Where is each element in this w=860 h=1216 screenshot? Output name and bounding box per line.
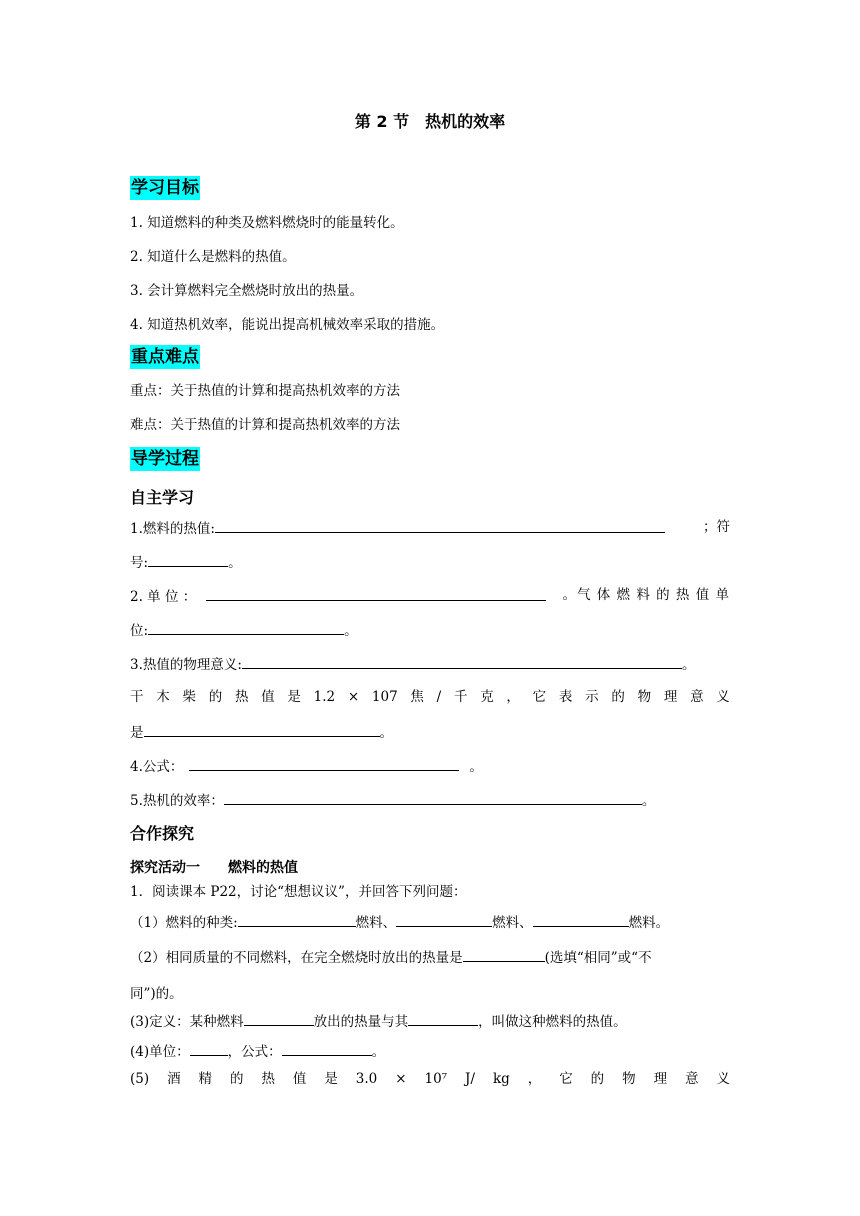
- word-token: 理: [663, 689, 678, 705]
- word-token: 的: [208, 689, 223, 705]
- question-4: [130, 755, 730, 777]
- answer-blank[interactable]: [148, 619, 344, 635]
- question-3-cont-label: 是: [130, 725, 144, 741]
- activity-heading: 探究活动一 燃料的热值: [130, 860, 298, 876]
- question-2: [130, 585, 730, 607]
- word-token: (5): [130, 1071, 150, 1087]
- word-token: 3.0: [355, 1071, 378, 1087]
- period: 。: [681, 657, 696, 673]
- subheading-self-study: 自主学习: [130, 488, 195, 507]
- word-token: 焦: [410, 689, 424, 705]
- label: (3)定义：某种燃料: [130, 1014, 244, 1030]
- question-2-cont: [130, 619, 730, 641]
- period: 。: [469, 759, 483, 775]
- word-token: ，: [527, 1071, 542, 1087]
- word-token: 它: [559, 1071, 573, 1087]
- question-1: [130, 517, 730, 539]
- period: 。: [344, 623, 358, 639]
- goal-item: 3. 会计算燃料完全燃烧时放出的热量。: [130, 283, 364, 299]
- answer-blank[interactable]: [206, 585, 546, 601]
- answer-blank[interactable]: [224, 789, 642, 805]
- answer-blank[interactable]: [463, 946, 545, 962]
- answer-blank[interactable]: [190, 1040, 228, 1056]
- coop-question-1-4: [130, 1040, 730, 1062]
- word-token: 木: [156, 689, 170, 705]
- label: （2）相同质量的不同燃料，在完全燃烧时放出的热量是: [130, 950, 463, 966]
- answer-blank[interactable]: [148, 551, 228, 567]
- answer-blank[interactable]: [215, 517, 665, 533]
- question-3: [130, 653, 730, 675]
- page-title: 第 2 节 热机的效率: [354, 112, 506, 131]
- label: 燃料、: [492, 915, 533, 931]
- answer-blank[interactable]: [408, 1010, 478, 1026]
- answer-blank[interactable]: [242, 653, 682, 669]
- word-token: 表: [558, 689, 573, 705]
- question-2-unit-label: 位:: [130, 623, 149, 639]
- coop-question-1-2-cont: 同”)的。: [130, 986, 183, 1002]
- word-token: 干: [130, 689, 144, 705]
- word-token: ×: [347, 689, 360, 705]
- word-token: 它: [532, 689, 547, 705]
- word-token: 是: [287, 689, 301, 705]
- word-token: 是: [324, 1071, 338, 1087]
- word-token: 克: [480, 689, 494, 705]
- period: 。: [228, 555, 242, 571]
- section-heading-keypoints: 重点难点: [131, 347, 199, 367]
- word-token: 热: [234, 689, 249, 705]
- question-1-symbol-label: 号:: [130, 555, 149, 571]
- word-token: 的: [229, 1071, 244, 1087]
- word-token: 的: [590, 1071, 605, 1087]
- label: 燃料。: [628, 915, 670, 931]
- period: 。: [379, 725, 393, 741]
- label: 燃料、: [355, 915, 397, 931]
- word-token: 物: [637, 689, 652, 705]
- period: 。: [641, 793, 656, 809]
- answer-blank[interactable]: [396, 911, 492, 927]
- label: (选填“相同”或“不: [544, 950, 652, 966]
- word-token: kg: [492, 1071, 510, 1087]
- word-token: 1.2: [313, 689, 336, 705]
- question-1-tail: ；符: [703, 519, 730, 535]
- word-token: 107: [371, 689, 398, 705]
- question-1-label: 1.燃料的热值:: [130, 521, 215, 537]
- word-token: ，: [506, 689, 520, 705]
- word-token: 理: [653, 1071, 668, 1087]
- word-token: 精: [198, 1071, 213, 1087]
- word-token: /: [436, 689, 442, 705]
- answer-blank[interactable]: [189, 755, 459, 771]
- label: 放出的热量与其: [313, 1014, 409, 1030]
- word-token: ×: [395, 1071, 407, 1087]
- label: (4)单位：: [130, 1044, 190, 1060]
- keypoint-item: 重点：关于热值的计算和提高热机效率的方法: [130, 383, 400, 399]
- question-3-label: 3.热值的物理意义:: [130, 657, 242, 673]
- label: ，公式：: [227, 1044, 282, 1060]
- goal-item: 1. 知道燃料的种类及燃料燃烧时的能量转化。: [130, 215, 404, 231]
- word-token: 值: [261, 689, 275, 705]
- keypoint-item: 难点：关于热值的计算和提高热机效率的方法: [130, 417, 400, 433]
- section-heading-goals: 学习目标: [131, 178, 199, 198]
- word-token: 值: [292, 1071, 307, 1087]
- question-2-tail: 。气 体 燃 料 的 热 值 单: [562, 587, 730, 603]
- word-token: 物: [622, 1071, 636, 1087]
- answer-blank[interactable]: [144, 721, 380, 737]
- question-5-label: 5.热机的效率：: [130, 793, 224, 809]
- word-token: 10⁷: [424, 1071, 448, 1087]
- word-token: 的: [611, 689, 625, 705]
- coop-question-1-3: [130, 1010, 730, 1032]
- subheading-coop: 合作探究: [130, 824, 195, 843]
- word-token: 义: [716, 689, 730, 705]
- goal-item: 2. 知道什么是燃料的热值。: [130, 249, 296, 265]
- coop-question-1-1: [130, 911, 730, 933]
- word-token: 千: [453, 689, 468, 705]
- answer-blank[interactable]: [282, 1040, 372, 1056]
- question-3-cont: [130, 721, 730, 743]
- answer-blank[interactable]: [533, 911, 629, 927]
- label: ，叫做这种燃料的热值。: [478, 1014, 627, 1030]
- goal-item: 4. 知道热机效率，能说出提高机械效率采取的措施。: [130, 317, 445, 333]
- question-5: [130, 789, 730, 811]
- word-token: 示: [585, 689, 599, 705]
- word-token: 意: [685, 1071, 699, 1087]
- period: 。: [371, 1044, 386, 1060]
- answer-blank[interactable]: [244, 1010, 314, 1026]
- word-token: 意: [690, 689, 704, 705]
- coop-question-1-5: [130, 1069, 730, 1089]
- question-3-example: [130, 687, 730, 707]
- label: （1）燃料的种类:: [130, 915, 238, 931]
- section-heading-process: 导学过程: [131, 449, 199, 469]
- coop-question-1-2: [130, 946, 730, 968]
- word-token: J/: [465, 1071, 476, 1087]
- coop-question-1: 1．阅读课本 P22，讨论“想想议议”，并回答下列问题：: [130, 884, 467, 900]
- question-1-cont: [130, 551, 730, 573]
- word-token: 热: [261, 1071, 275, 1087]
- question-4-label: 4.公式：: [130, 759, 184, 775]
- word-token: 柴: [182, 689, 196, 705]
- word-token: 酒: [167, 1071, 181, 1087]
- answer-blank[interactable]: [238, 911, 356, 927]
- question-2-label: 2. 单 位 ：: [130, 589, 197, 605]
- word-token: 义: [716, 1071, 730, 1087]
